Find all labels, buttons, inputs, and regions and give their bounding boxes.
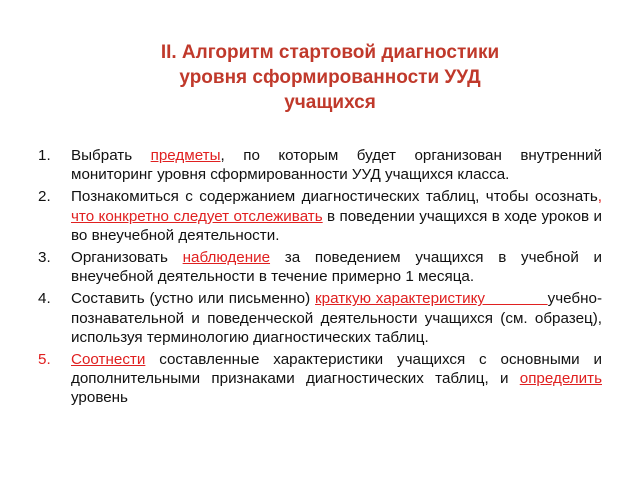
item-number: 2. xyxy=(38,188,51,206)
slide-title xyxy=(110,40,550,115)
item-number: 5. xyxy=(38,351,51,369)
title-line-1: II. Алгоритм стартовой диагностики xyxy=(160,42,500,63)
item-text: учебно-познавательной и поведенческой деятельности учащихся (см. образец), используя терминологию диагностических таблиц. xyxy=(71,290,602,346)
item-text: уровень xyxy=(71,389,128,407)
item-text: составленные характеристики учащихся с основными и дополнительными признаками диагностических таблиц, и xyxy=(71,351,602,388)
item-text: Составить (устно или письменно) xyxy=(71,290,316,308)
highlight-subjects: предметы xyxy=(150,147,221,164)
list-item-1 xyxy=(38,146,602,184)
red-comma: , xyxy=(597,188,602,206)
item-number: 3. xyxy=(38,249,51,267)
list-item-2 xyxy=(38,187,602,245)
item-number: 4. xyxy=(38,290,51,308)
item-text: Организовать xyxy=(71,249,183,267)
item-text: за поведением учащихся в учебной и внеучебной деятельности в течение примерно 1 месяца. xyxy=(71,249,603,286)
item-text: Познакомиться с содержанием диагностических таблиц, чтобы осознать xyxy=(71,188,598,206)
item-text: в поведении учащихся в ходе уроков и во внеучебной деятельности. xyxy=(71,207,602,244)
algorithm-steps-list xyxy=(38,146,602,411)
highlight-what-to-track: что конкретно следует отслеживать xyxy=(71,207,323,225)
list-item-3 xyxy=(38,248,602,286)
item-number: 1. xyxy=(38,147,51,164)
item-text: , по которым будет организован внутренний мониторинг уровня сформированности УУД учащихся класса. xyxy=(71,147,602,184)
list-item-5 xyxy=(38,350,602,408)
item-text: Выбрать xyxy=(71,147,151,164)
highlight-short-description: краткую характеристику xyxy=(315,290,548,308)
highlight-observation: наблюдение xyxy=(182,249,271,267)
highlight-determine: определить xyxy=(519,370,602,388)
title-line-2: уровня сформированности УУД xyxy=(179,67,481,88)
list-item-4 xyxy=(38,289,602,347)
highlight-correlate: Соотнести xyxy=(71,351,146,369)
title-line-3: учащихся xyxy=(284,92,376,113)
